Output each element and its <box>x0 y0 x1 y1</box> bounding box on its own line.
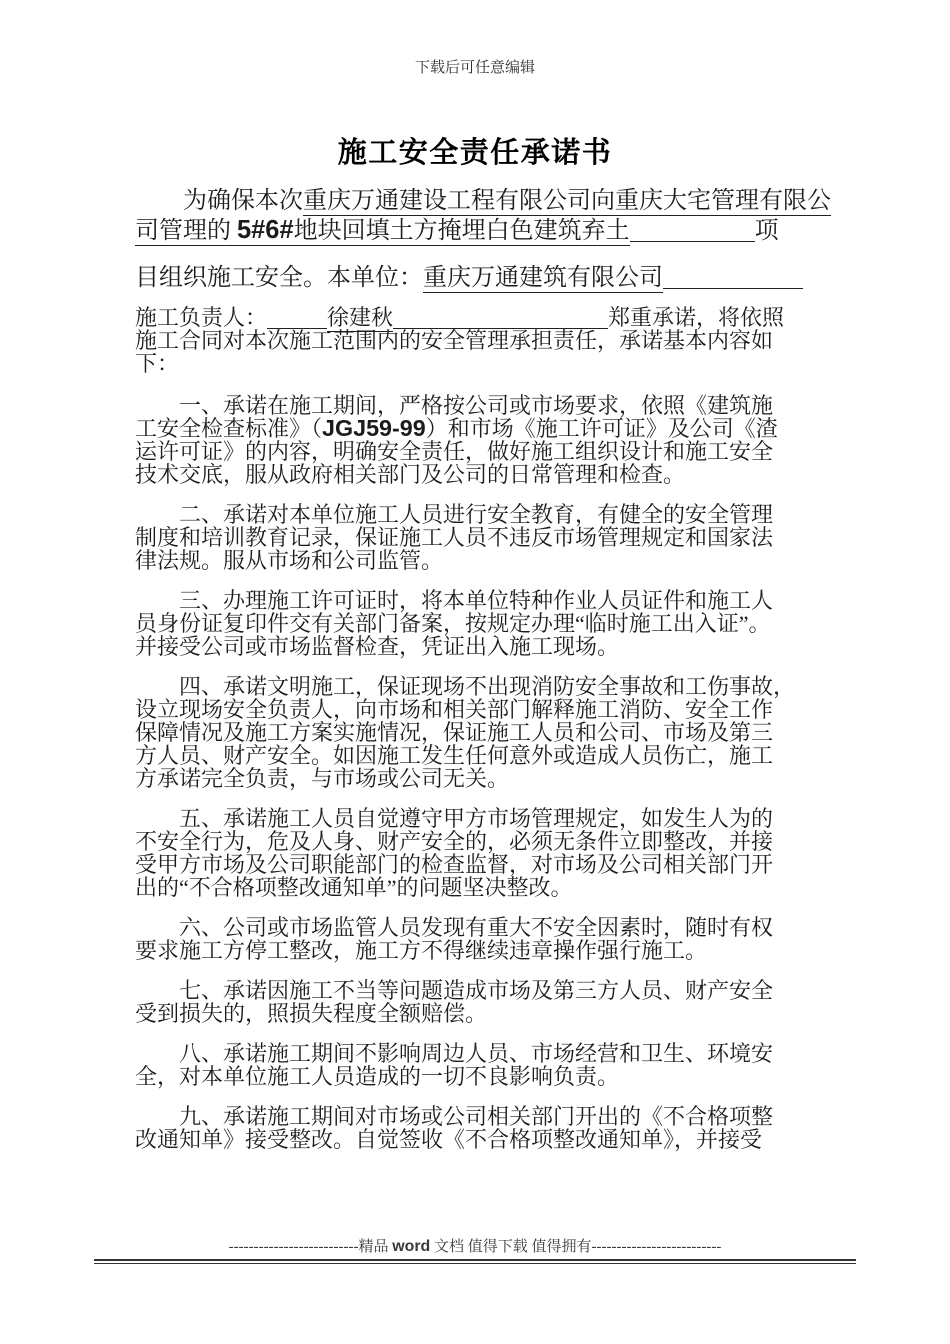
project-name-underlined: 司管理的 5#6#地块回填土方掩埋白色建筑弃土 <box>135 216 630 244</box>
clause-3 <box>135 589 815 658</box>
document-title: 施工安全责任承诺书 <box>337 135 613 169</box>
blank-underline <box>630 220 755 243</box>
clause-line: 三、办理施工许可证时，将本单位特种作业人员证件和施工人 <box>135 588 774 613</box>
clause-line: 受甲方市场及公司职能部门的检查监督，对市场及公司相关部门开 <box>135 852 774 877</box>
intro-line-2-tail: 项 <box>754 218 779 244</box>
watermark-text: 下载后可任意编辑 <box>414 60 535 76</box>
clause-line: 九、承诺施工期间对市场或公司相关部门开出的《不合格项整 <box>135 1104 774 1129</box>
clauses <box>135 394 815 1151</box>
clause-line: 律法规。服从市场和公司监管。 <box>135 548 444 573</box>
clause-line: 运许可证》的内容，明确安全责任，做好施工组织设计和施工安全 <box>135 439 774 464</box>
clause-line: 八、承诺施工期间不影响周边人员、市场经营和卫生、环境安 <box>135 1041 774 1066</box>
intro-line-1 <box>135 187 831 216</box>
clause-1 <box>135 394 815 486</box>
clause-8 <box>135 1042 815 1088</box>
unit-label: 目组织施工安全。本单位： <box>135 265 423 291</box>
clause-line: 一、承诺在施工期间，严格按公司或市场要求，依照《建筑施 <box>135 393 774 418</box>
clause-line: 改通知单》接受整改。自觉签收《不合格项整改通知单》，并接受 <box>135 1127 763 1152</box>
responsible-line-2: 施工合同对本次施工范围内的安全管理承担责任，承诺基本内容如 <box>135 328 774 353</box>
responsible-name-underlined: 徐建秋 <box>327 305 394 330</box>
footer-text: --------------------------精品 word 文档 值得下载 值得拥有-------------------------- <box>228 1238 722 1255</box>
clause-line: 员身份证复印件交有关部门备案，按规定办理“临时施工出入证”。 <box>135 611 771 636</box>
responsible-after-text: 郑重承诺，将依照 <box>608 305 785 330</box>
blank-underline <box>267 308 327 329</box>
clause-line: 出的“不合格项整改通知单”的问题坚决整改。 <box>135 875 573 900</box>
latin-text: word <box>392 1238 431 1255</box>
page-footer <box>0 1238 950 1264</box>
clause-line: 并接受公司或市场监督检查，凭证出入施工现场。 <box>135 634 620 659</box>
footer-rule <box>94 1259 856 1264</box>
clause-6 <box>135 916 815 962</box>
intro-paragraph <box>135 187 831 246</box>
clause-line: 设立现场安全负责人，向市场和相关部门解释施工消防、安全工作 <box>135 697 774 722</box>
clause-line: 技术交底，服从政府相关部门及公司的日常管理和检查。 <box>135 462 686 487</box>
clause-5 <box>135 807 815 899</box>
clause-line: 方承诺完全负责，与市场或公司无关。 <box>135 766 510 791</box>
clause-line: 二、承诺对本单位施工人员进行安全教育，有健全的安全管理 <box>135 502 774 527</box>
intro-prefix: 为确保本次 <box>135 188 303 214</box>
blank-underline <box>663 267 803 290</box>
clause-line: 四、承诺文明施工，保证现场不出现消防安全事故和工伤事故， <box>135 674 796 699</box>
clause-line: 工安全检查标准》（JGJ59-99）和市场《施工许可证》及公司《渣 <box>135 415 778 441</box>
responsible-label: 施工负责人： <box>135 305 268 330</box>
clause-line: 全，对本单位施工人员造成的一切不良影响负责。 <box>135 1064 620 1089</box>
clause-line: 制度和培训教育记录，保证施工人员不违反市场管理规定和国家法 <box>135 525 774 550</box>
latin-text: JGJ59-99 <box>322 415 426 441</box>
unit-line <box>135 264 815 293</box>
clause-line: 六、公司或市场监管人员发现有重大不安全因素时，随时有权 <box>135 915 774 940</box>
clause-line: 要求施工方停工整改，施工方不得继续违章操作强行施工。 <box>135 938 708 963</box>
clause-line: 方人员、财产安全。如因施工发生任何意外或造成人员伤亡，施工 <box>135 743 774 768</box>
clause-line: 受到损失的，照损失程度全额赔偿。 <box>135 1001 488 1026</box>
intro-line-2 <box>135 216 815 246</box>
clause-line: 七、承诺因施工不当等问题造成市场及第三方人员、财产安全 <box>135 978 774 1003</box>
clause-7 <box>135 979 815 1025</box>
intro-line-3 <box>135 264 815 293</box>
clause-line: 不安全行为，危及人身、财产安全的，必须无条件立即整改，并接 <box>135 829 774 854</box>
unit-company-underlined: 重庆万通建筑有限公司 <box>423 265 663 291</box>
responsible-paragraph <box>135 306 815 375</box>
clause-line: 五、承诺施工人员自觉遵守甲方市场管理规定，如发生人为的 <box>135 806 774 831</box>
clause-4 <box>135 675 815 790</box>
clause-line: 保障情况及施工方案实施情况，保证施工人员和公司、市场及第三 <box>135 720 774 745</box>
clause-2 <box>135 503 815 572</box>
clause-9 <box>135 1105 815 1151</box>
latin-text: 5#6# <box>237 216 294 244</box>
responsible-line-1 <box>135 306 815 329</box>
party-names-underlined: 重庆万通建设工程有限公司向重庆大宅管理有限公 <box>303 188 831 214</box>
document-body <box>0 187 950 1151</box>
responsible-line-3: 下： <box>135 351 180 376</box>
blank-underline <box>393 308 608 329</box>
